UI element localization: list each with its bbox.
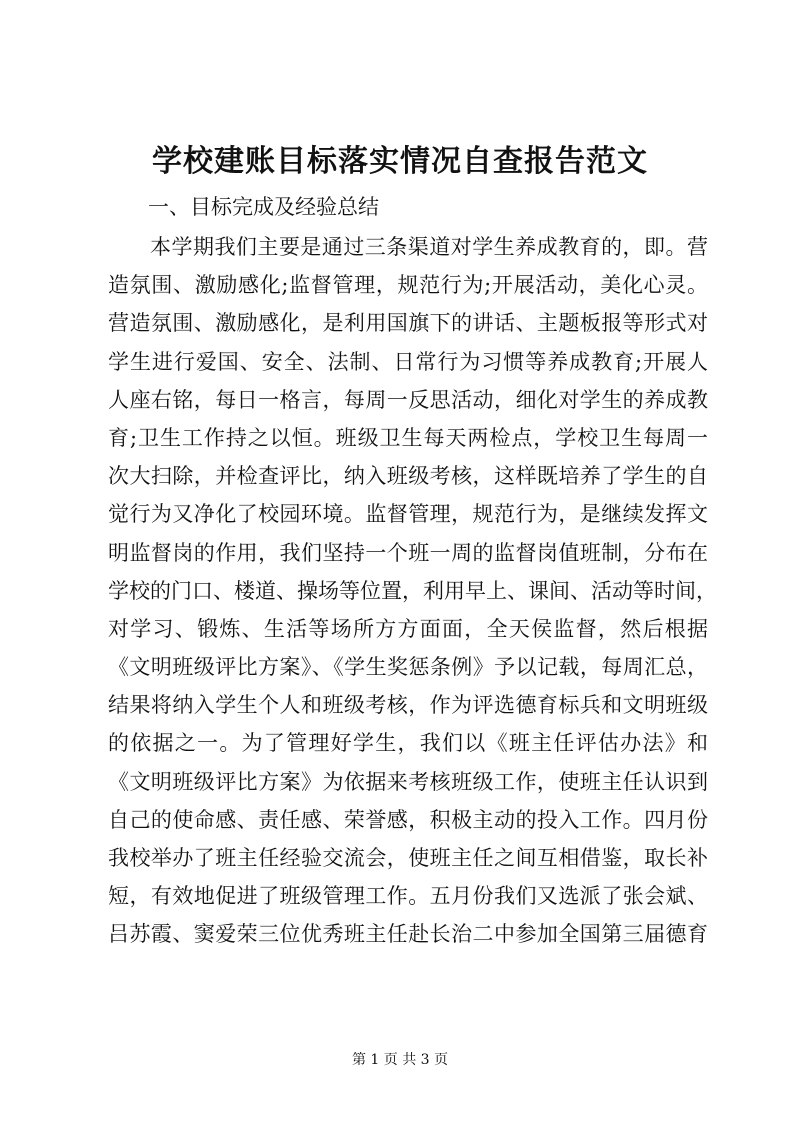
body-line: 学校的门口、楼道、操场等位置，利用早上、课间、活动等时间， [108,578,717,603]
body-line: 营造氛围、激励感化，是利用国旗下的讲话、主题板报等形式对 [108,311,708,336]
page-footer: 第 1 页 共 3 页 [351,1052,449,1068]
body-line: 自己的使命感、责任感、荣誉感，积极主动的投入工作。四月份 [108,807,708,832]
section-heading: 一、目标完成及经验总结 [148,195,379,219]
body-line: 次大扫除，并检查评比，纳入班级考核，这样既培养了学生的自 [108,464,708,489]
document-title: 学校建账目标落实情况自查报告范文 [152,144,648,179]
body-line: 觉行为又净化了校园环境。监督管理，规范行为，是继续发挥文 [108,502,708,527]
body-line: 《文明班级评比方案》为依据来考核班级工作，使班主任认识到 [108,769,708,794]
body-line: 对学习、锻炼、生活等场所方方面面，全天侯监督，然后根据 [108,616,708,641]
body-line: 学生进行爱国、安全、法制、日常行为习惯等养成教育;开展人 [108,349,708,374]
body-line: 《文明班级评比方案》、《学生奖惩条例》予以记载，每周汇总， [108,655,708,680]
body-line: 的依据之一。为了管理好学生，我们以《班主任评估办法》和 [108,731,708,756]
body-paragraph [108,228,717,954]
body-line: 造氛围、激励感化;监督管理，规范行为;开展活动，美化心灵。 [108,273,708,298]
body-line: 吕苏霞、窦爱荣三位优秀班主任赴长治二中参加全国第三届德育 [108,922,708,947]
body-line: 我校举办了班主任经验交流会，使班主任之间互相借鉴，取长补 [108,846,708,870]
body-line: 人座右铭，每日一格言，每周一反思活动，细化对学生的养成教 [108,387,708,412]
body-line: 短，有效地促进了班级管理工作。五月份我们又选派了张会斌、 [108,884,708,909]
body-line: 明监督岗的作用，我们坚持一个班一周的监督岗值班制，分布在 [108,540,708,565]
body-line: 结果将纳入学生个人和班级考核，作为评选德育标兵和文明班级 [108,693,708,718]
body-line: 育;卫生工作持之以恒。班级卫生每天两检点，学校卫生每周一 [108,425,708,450]
body-line: 本学期我们主要是通过三条渠道对学生养成教育的，即。营 [150,235,708,259]
